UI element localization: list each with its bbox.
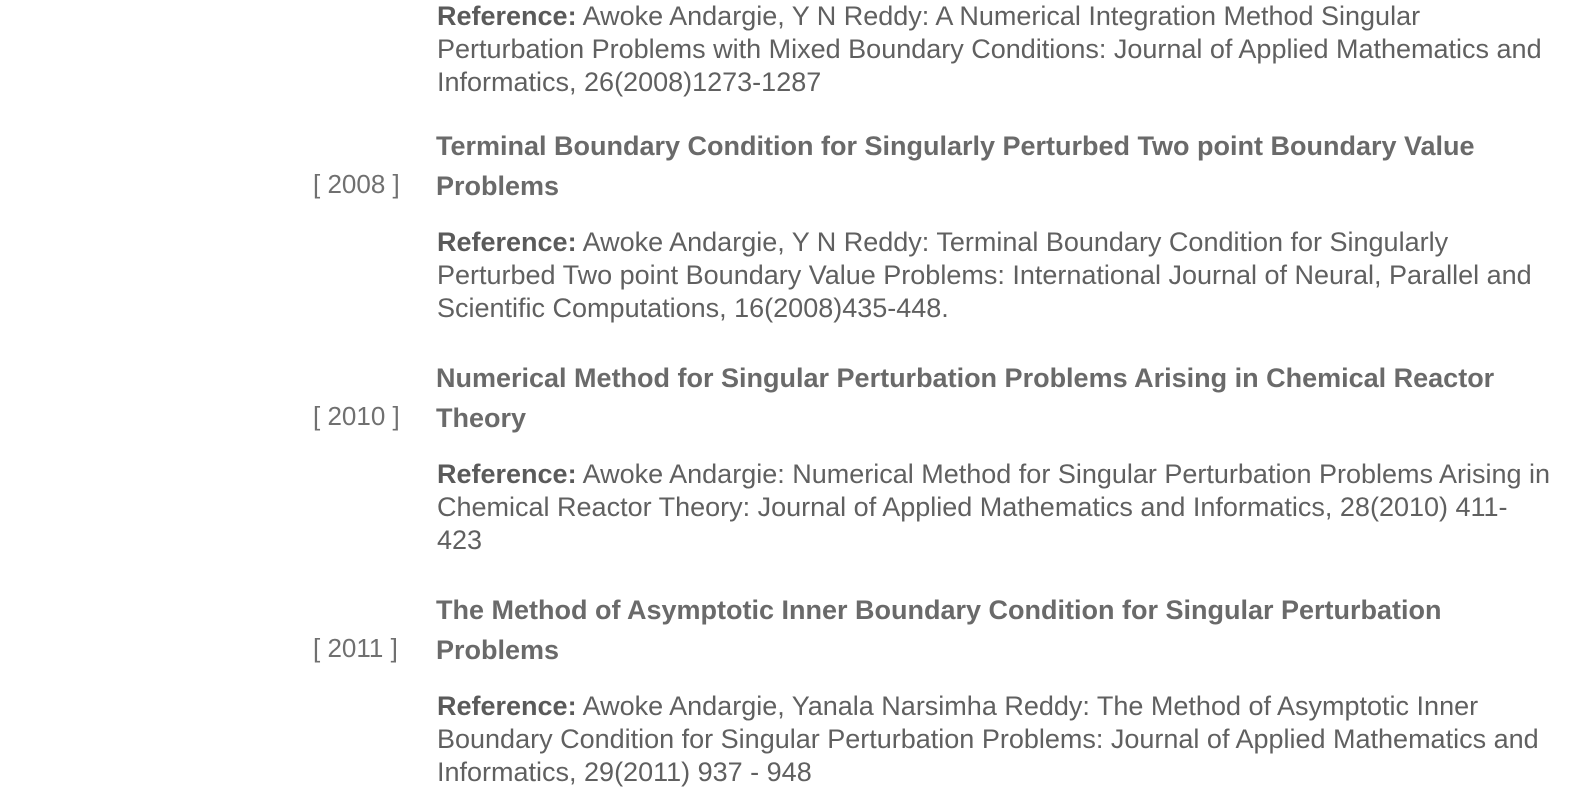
publication-title[interactable]: Terminal Boundary Condition for Singularly Perturbed Two point Boundary Value Problems (436, 131, 1475, 201)
reference-label: Reference: (437, 1, 577, 31)
reference-text (437, 0, 1555, 99)
publication-title[interactable]: Numerical Method for Singular Perturbation Problems Arising in Chemical Reactor Theory (436, 363, 1495, 433)
reference-text (437, 690, 1555, 789)
reference-label: Reference: (437, 459, 577, 489)
publication-year: [ 2011 ] (313, 633, 398, 663)
publication-title[interactable]: The Method of Asymptotic Inner Boundary Condition for Singular Perturbation Problems (436, 595, 1442, 665)
publication-reference (437, 226, 1555, 325)
reference-label: Reference: (437, 691, 577, 721)
reference-body: Awoke Andargie, Yanala Narsimha Reddy: The Method of Asymptotic Inner Boundary Condition for Singular Perturbation Problems: Journal of Applied Mathematics and Informatics, 29(2011) 937 - 948 (437, 691, 1539, 787)
publication-reference (437, 458, 1555, 557)
reference-text (437, 226, 1555, 325)
publication-reference (437, 0, 1555, 99)
reference-text (437, 458, 1555, 557)
reference-label: Reference: (437, 227, 577, 257)
reference-body: Awoke Andargie: Numerical Method for Singular Perturbation Problems Arising in Chemical Reactor Theory: Journal of Applied Mathematics and Informatics, 28(2010) 411- 423 (437, 459, 1551, 555)
publication-reference (437, 690, 1555, 789)
publication-year: [ 2010 ] (313, 401, 400, 431)
publication-year: [ 2008 ] (313, 169, 400, 199)
reference-body: Awoke Andargie, Y N Reddy: Terminal Boundary Condition for Singularly Perturbed Two point Boundary Value Problems: International Journal of Neural, Parallel and Scientific Computations, 16(2008)435-448. (437, 227, 1532, 323)
reference-body: Awoke Andargie, Y N Reddy: A Numerical Integration Method Singular Perturbation Problems with Mixed Boundary Conditions: Journal of Applied Mathematics and Informatics, 26(2008)1273-1287 (437, 1, 1542, 97)
